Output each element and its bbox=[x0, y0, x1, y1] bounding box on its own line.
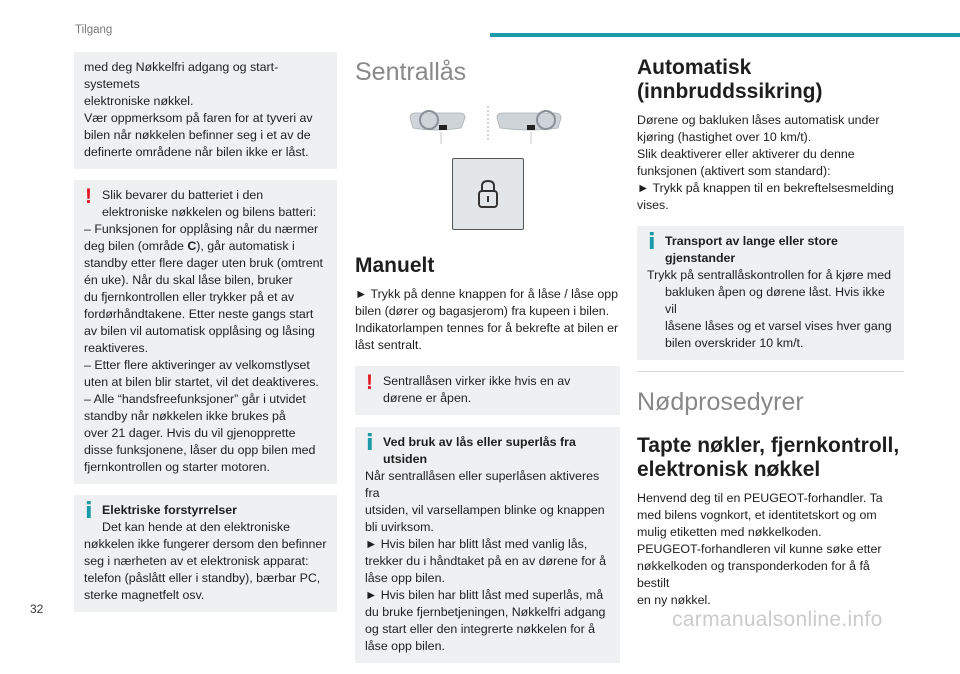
info-icon: i bbox=[85, 499, 93, 524]
text-line: – Etter flere aktiveringer av velkomstlyset bbox=[84, 358, 310, 372]
heading-line: elektronisk nøkkel bbox=[637, 458, 821, 481]
text-line: elektroniske nøkkel. bbox=[84, 94, 194, 108]
text-line: én uke). Når du skal låse bilen, bruker bbox=[84, 273, 293, 287]
text-line: bilen når nøkkelen befinner seg i et av de bbox=[84, 128, 311, 142]
dashboard-switch-icon bbox=[355, 104, 620, 144]
text-line: Henvend deg til en PEUGEOT-forhandler. Ta bbox=[637, 491, 883, 505]
info-box-title: Elektriske forstyrrelser bbox=[102, 503, 238, 517]
text-line: standby når nøkkelen ikke brukes på bbox=[84, 409, 286, 423]
text-line: låse opp bilen. bbox=[365, 571, 445, 585]
central-lock-button-illustration bbox=[452, 158, 524, 230]
text-line: og start eller den integrerte nøkkelen for å bbox=[365, 622, 596, 636]
text-line: bli uvirksom. bbox=[365, 520, 434, 534]
text-line: fordørhåndtakene. Etter neste gangs start bbox=[84, 307, 314, 321]
text-line: Dørene og bakluken låses automatisk under bbox=[637, 113, 880, 127]
info-box-title: gjenstander bbox=[665, 251, 736, 265]
text-line: låsene låses og et varsel vises hver gang bbox=[665, 319, 892, 333]
long-objects-info-box bbox=[637, 226, 904, 360]
info-box-title: Transport av lange eller store bbox=[665, 234, 838, 248]
text-line: reaktiveres. bbox=[84, 341, 149, 355]
warning-icon: ! bbox=[366, 371, 373, 394]
text-line: Vær oppmerksom på faren for at tyveri av bbox=[84, 111, 313, 125]
zone-c-label: C bbox=[187, 239, 197, 253]
text-line: elektroniske nøkkelen og bilens batteri: bbox=[102, 205, 317, 219]
heading-line: (innbruddssikring) bbox=[637, 80, 823, 103]
door-open-warning-box bbox=[355, 366, 620, 415]
header-accent-bar bbox=[490, 33, 960, 37]
text-line: Sentrallåsen virker ikke hvis en av bbox=[383, 374, 571, 388]
watermark: carmanualsonline.info bbox=[672, 608, 883, 631]
text-line: med bilens vognkort, et identitetskort og om bbox=[637, 508, 877, 522]
text-line: – Alle “handsfreefunksjoner” går i utvidet bbox=[84, 392, 306, 406]
text-line: Indikatorlampen tennes for å bekrefte at bilen er bbox=[355, 321, 619, 335]
text-line: nøkkelen ikke fungerer dersom den befinner bbox=[84, 537, 327, 551]
manual-paragraph bbox=[355, 286, 620, 354]
info-box-title: utsiden bbox=[383, 452, 428, 466]
info-icon: i bbox=[366, 431, 374, 456]
text-line: kjøring (hastighet over 10 km/t). bbox=[637, 130, 812, 144]
column-left bbox=[74, 52, 337, 623]
page-number: 32 bbox=[30, 602, 44, 616]
text-line: ► Hvis bilen har blitt låst med superlås, må bbox=[365, 588, 604, 602]
column-right bbox=[637, 52, 904, 621]
text-line: Trykk på sentrallåskontrollen for å kjøre med bbox=[647, 268, 892, 282]
info-icon: i bbox=[648, 230, 656, 255]
text-line: du fjernkontrollen eller trykker på et av bbox=[84, 290, 295, 304]
info-box-title: Ved bruk av lås eller superlås fra bbox=[383, 435, 576, 449]
text-line: vises. bbox=[637, 198, 669, 212]
text-line: ► Trykk på denne knappen for å låse / låse opp bbox=[355, 287, 618, 301]
text-line: med deg Nøkkelfri adgang og start-systemets bbox=[84, 60, 279, 91]
text-line: telefon (påslått eller i standby), bærbar PC, bbox=[84, 571, 321, 585]
column-middle bbox=[355, 52, 620, 674]
text-line: ► Hvis bilen har blitt låst med vanlig lås, bbox=[365, 537, 588, 551]
text-line: av bilen vil automatisk opplåsing og låsing bbox=[84, 324, 315, 338]
text-line: bilen (dører og bagasjerom) fra kupeen i bilen. bbox=[355, 304, 610, 318]
text-line: sterke magnetfelt osv. bbox=[84, 588, 205, 602]
padlock-icon bbox=[475, 178, 501, 210]
nokkelfri-continuation-box bbox=[74, 52, 337, 169]
text-line: låst sentralt. bbox=[355, 338, 422, 352]
warning-icon: ! bbox=[85, 185, 92, 208]
text-line: utsiden, vil varsellampen blinke og knappen bbox=[365, 503, 605, 517]
heading-lost-keys bbox=[637, 434, 904, 482]
text-line: over 21 dager. Hvis du vil gjenopprette bbox=[84, 426, 296, 440]
text-line: en ny nøkkel. bbox=[637, 593, 711, 607]
text-line: bakluken åpen og dørene låst. Hvis ikke vil bbox=[665, 285, 885, 316]
heading-line: Tapte nøkler, fjernkontroll, bbox=[637, 434, 900, 457]
text-line: Slik deaktiverer eller aktiverer du denne bbox=[637, 147, 855, 161]
text-line: deg bilen (område C), går automatisk i bbox=[84, 239, 295, 253]
text-line: trekker du i håndtaket på en av dørene for å bbox=[365, 554, 607, 568]
text-line: disse funksjonene, låser du opp bilen med bbox=[84, 443, 316, 457]
heading-manuelt: Manuelt bbox=[355, 254, 435, 277]
text-line: fjernkontrollen og starter motoren. bbox=[84, 460, 270, 474]
text-line: låse opp bilen. bbox=[365, 639, 445, 653]
section-divider bbox=[637, 371, 904, 372]
electrical-interference-info-box bbox=[74, 495, 337, 612]
heading-automatisk bbox=[637, 56, 904, 104]
dashboard-illustration bbox=[355, 104, 620, 144]
text-line: bilen overskrider 10 km/t. bbox=[665, 336, 804, 350]
automatic-paragraph bbox=[637, 112, 904, 214]
heading-line: Automatisk bbox=[637, 56, 752, 79]
text-line: Det kan hende at den elektroniske bbox=[102, 520, 291, 534]
text-line: mulig etiketten med nøkkelkoden. bbox=[637, 525, 822, 539]
lost-keys-paragraph bbox=[637, 490, 904, 609]
text-line: du bruke fjernbetjeningen, Nøkkelfri adgang bbox=[365, 605, 606, 619]
text-line: PEUGEOT-forhandleren vil kunne søke etter bbox=[637, 542, 882, 556]
text-line: dørene er åpen. bbox=[383, 391, 472, 405]
text-line: nøkkelkoden og transponderkoden for å få bestilt bbox=[637, 559, 870, 590]
text-line: standby etter flere dager uten bruk (omtrent bbox=[84, 256, 323, 270]
text-line: ► Trykk på knappen til en bekreftelsesmelding bbox=[637, 181, 894, 195]
section-title-nodprosedyrer: Nødprosedyrer bbox=[637, 388, 804, 416]
text-line: funksjonen (aktivert som standard): bbox=[637, 164, 831, 178]
page-header-section: Tilgang bbox=[75, 24, 113, 36]
text-line: seg i nærheten av et elektronisk apparat: bbox=[84, 554, 309, 568]
text-line: – Funksjonen for opplåsing når du nærmer bbox=[84, 222, 319, 236]
text-line: uten at bilen blir startet, vil det deaktiveres. bbox=[84, 375, 319, 389]
text-line: Når sentrallåsen eller superlåsen aktiveres fra bbox=[365, 469, 600, 500]
section-title-sentrallas: Sentrallås bbox=[355, 58, 467, 86]
text-line: Slik bevarer du batteriet i den bbox=[102, 188, 264, 202]
text-line: definerte områdene når bilen ikke er låst. bbox=[84, 145, 309, 159]
outside-lock-info-box bbox=[355, 427, 620, 663]
battery-warning-box bbox=[74, 180, 337, 484]
